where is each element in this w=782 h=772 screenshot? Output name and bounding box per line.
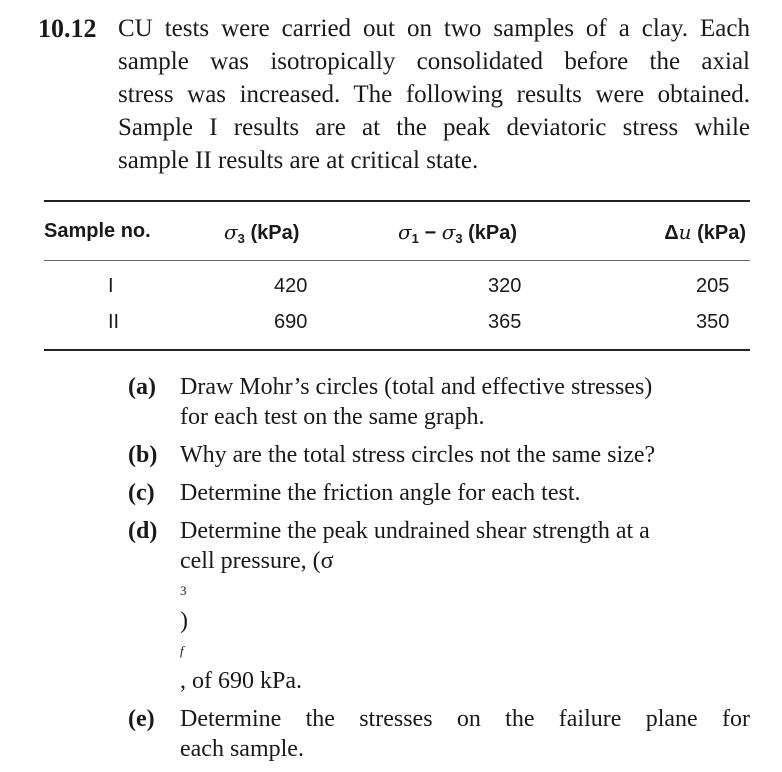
question-item: [128, 516, 750, 696]
cell-pore-pressure: 350: [696, 311, 730, 333]
question-item: [128, 704, 750, 764]
cell-sigma3: 690: [274, 311, 308, 333]
cell-deviator: 320: [488, 275, 522, 297]
problem-line: CU tests were carried out on two samples of a clay. Each: [118, 15, 750, 42]
question-text: Determine the stresses on the failure plane for each sample.: [180, 706, 750, 762]
cell-pore-pressure: 205: [696, 275, 730, 297]
cell-deviator: 365: [488, 311, 522, 333]
problem-line: stress was increased. The following results were obtained.: [118, 81, 750, 108]
cell-sample: II: [108, 311, 120, 333]
question-list: [128, 372, 750, 772]
problem-line: sample was isotropically consolidated before the axial: [118, 48, 750, 75]
question-item: [128, 440, 750, 470]
question-label: (d): [128, 518, 158, 544]
question-label: (e): [128, 706, 155, 732]
table-header-row: [44, 202, 750, 260]
problem-line: Sample I results are at the peak deviatoric stress while: [118, 114, 750, 141]
question-label: (a): [128, 374, 156, 400]
table-row: [44, 269, 750, 305]
question-text: Determine the peak undrained shear strength at a cell pressure, (σ 3 ) f , of 690 kPa.: [180, 518, 650, 694]
table-bottom-rule: [44, 349, 750, 351]
question-text: Draw Mohr’s circles (total and effective stresses) for each test on the same graph.: [180, 374, 653, 430]
table-row: [44, 305, 750, 341]
header-sample: Sample no.: [44, 220, 151, 242]
question-item: [128, 478, 750, 508]
results-table: [44, 200, 750, 351]
cell-sigma3: 420: [274, 275, 308, 297]
problem-text: [118, 12, 750, 177]
question-item: [128, 372, 750, 432]
problem-line: sample II results are at critical state.: [118, 147, 479, 174]
header-pore-pressure: Δu (kPa): [664, 220, 746, 244]
header-deviator: $\sigma_1 - \sigma_3$ (kPa): [398, 220, 518, 246]
header-sigma3: $\sigma_3$ (kPa): [224, 220, 300, 246]
problem-number: 10.12: [38, 14, 97, 43]
cell-sample: I: [108, 275, 114, 297]
problem-statement: [38, 12, 750, 177]
question-label: (b): [128, 442, 158, 468]
question-text: Why are the total stress circles not the same size?: [180, 442, 656, 468]
question-text: Determine the friction angle for each test.: [180, 480, 581, 506]
question-label: (c): [128, 480, 155, 506]
